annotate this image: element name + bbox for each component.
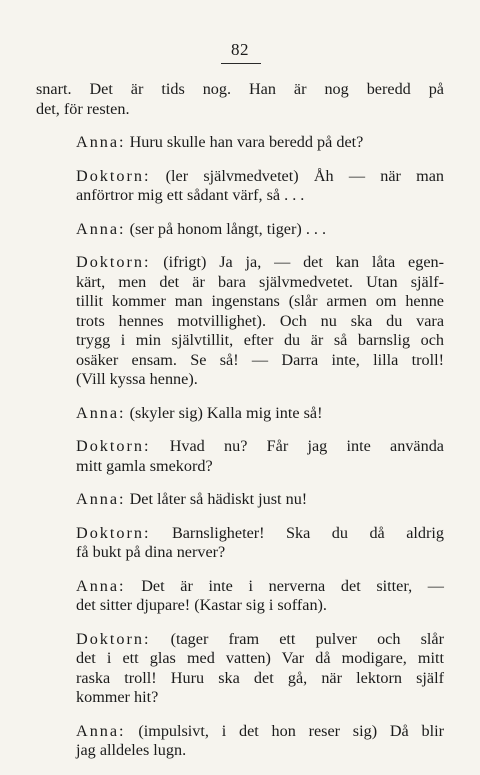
paragraph xyxy=(36,524,444,563)
speaker-name: Doktorn: xyxy=(76,629,151,648)
line-text: osäker ensam. Se så! — Darra inte, lilla troll! xyxy=(76,350,444,369)
line-text: (ler självmedvetet) Åh — när man xyxy=(150,166,444,185)
paragraph xyxy=(36,577,444,616)
text-line xyxy=(36,312,444,332)
text-line xyxy=(36,524,444,544)
line-text: kärt, men det är bara självmedvetet. Utan själf- xyxy=(76,272,444,291)
text-line xyxy=(36,100,444,120)
paragraph xyxy=(36,253,444,390)
text-line xyxy=(36,688,444,708)
speaker-name: Anna: xyxy=(76,133,126,151)
line-text: Huru skulle han vara beredd på det? xyxy=(125,133,364,151)
text-line xyxy=(36,457,444,477)
line-text: (ser på honom långt, tiger) . . . xyxy=(125,219,327,238)
text-line xyxy=(36,186,444,206)
text-line xyxy=(36,543,444,563)
line-text: mitt gamla smekord? xyxy=(76,456,213,475)
line-text: det sitter djupare! (Kastar sig i soffan). xyxy=(76,596,327,614)
text-line xyxy=(36,292,444,312)
line-text: snart. Det är tids nog. Han är nog beredd på xyxy=(36,80,444,98)
line-text: anförtror mig ett sådant värf, så . . . xyxy=(76,186,305,204)
text-line xyxy=(36,220,444,240)
paragraph xyxy=(36,630,444,708)
line-text: (ifrigt) Ja ja, — det kan låta egen- xyxy=(150,253,444,271)
speaker-name: Anna: xyxy=(76,576,126,595)
page-text xyxy=(36,80,444,775)
speaker-name: Anna: xyxy=(76,490,126,508)
paragraph xyxy=(36,220,444,240)
line-text: (impulsivt, i det hon reser sig) Då blir xyxy=(125,721,444,740)
line-text: raska troll! Huru ska det gå, när lektorn själf xyxy=(76,668,444,687)
line-text: trots hennes motvillighet). Och nu ska du vara xyxy=(76,311,444,330)
line-text: få bukt på dina nerver? xyxy=(76,543,226,561)
paragraph xyxy=(36,404,444,424)
line-text: Hvad nu? Får jag inte använda xyxy=(150,437,444,455)
text-line xyxy=(36,351,444,371)
paragraph xyxy=(36,490,444,510)
text-line xyxy=(36,167,444,187)
paragraph xyxy=(36,80,444,119)
speaker-name: Doktorn: xyxy=(76,523,151,542)
text-line xyxy=(36,273,444,293)
line-text: (Vill kyssa henne). xyxy=(76,370,198,388)
speaker-name: Anna: xyxy=(76,721,126,740)
text-line xyxy=(36,577,444,597)
line-text: kommer hit? xyxy=(76,688,159,706)
paragraph xyxy=(36,722,444,761)
text-line xyxy=(36,404,444,424)
text-line xyxy=(36,722,444,742)
text-line xyxy=(36,741,444,761)
text-line xyxy=(36,80,444,100)
text-line xyxy=(36,331,444,351)
speaker-name: Anna: xyxy=(76,403,126,422)
line-text: (skyler sig) Kalla mig inte så! xyxy=(125,403,323,422)
text-line xyxy=(36,669,444,689)
text-line xyxy=(36,133,444,153)
text-line xyxy=(36,596,444,616)
text-line xyxy=(36,370,444,390)
line-text: trygg i min självtillit, efter du är så barnslig och xyxy=(76,331,444,349)
speaker-name: Doktorn: xyxy=(76,166,151,185)
line-text: jag alldeles lugn. xyxy=(76,741,187,759)
speaker-name: Doktorn: xyxy=(76,437,151,455)
paragraph xyxy=(36,133,444,153)
line-text: det, för resten. xyxy=(36,99,130,118)
page-number: 82 xyxy=(231,40,249,59)
speaker-name: Anna: xyxy=(76,219,126,238)
text-line xyxy=(36,253,444,273)
text-line xyxy=(36,437,444,457)
paragraph xyxy=(36,437,444,476)
text-line xyxy=(36,630,444,650)
line-text: (tager fram ett pulver och slår xyxy=(150,629,444,648)
line-text: Det är inte i nerverna det sitter, — xyxy=(125,576,444,595)
page-number-rule xyxy=(221,63,261,64)
line-text: Det låter så hädiskt just nu! xyxy=(125,490,308,508)
text-line xyxy=(36,649,444,669)
speaker-name: Doktorn: xyxy=(76,253,151,271)
line-text: tillit kommer man ingenstans (slår armen om henne xyxy=(76,292,444,310)
text-line xyxy=(36,490,444,510)
paragraph xyxy=(36,167,444,206)
line-text: Barnsligheter! Ska du då aldrig xyxy=(150,523,444,542)
line-text: det i ett glas med vatten) Var då modigare, mitt xyxy=(76,649,444,667)
